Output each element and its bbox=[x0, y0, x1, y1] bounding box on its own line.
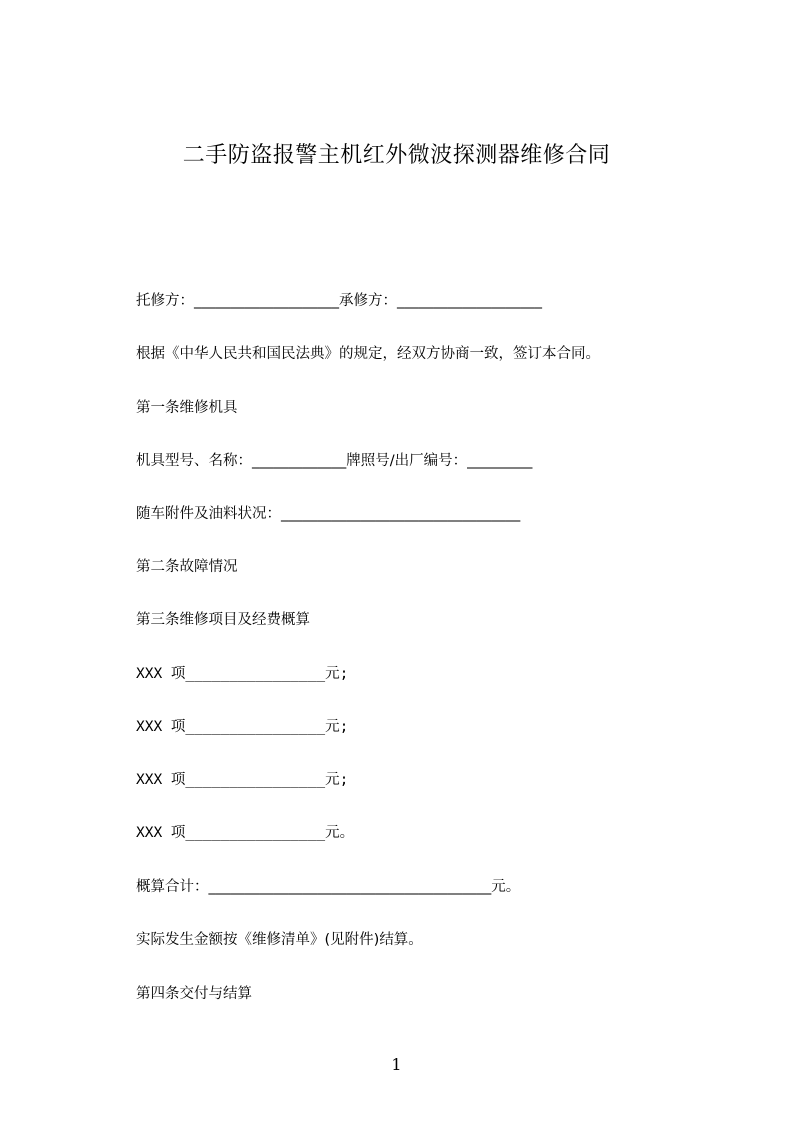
repair-item-4: XXX 项________________元。 bbox=[136, 825, 355, 841]
article-3-heading: 第三条维修项目及经费概算 bbox=[136, 612, 310, 628]
parties-line: 托修方：____________________承修方：____________________ bbox=[136, 293, 542, 309]
actual-settlement-line: 实际发生金额按《维修清单》(见附件)结算。 bbox=[136, 932, 423, 948]
accessories-line: 随车附件及油料状况：_________________________________ bbox=[136, 506, 521, 522]
document-title: 二手防盗报警主机红外微波探测器维修合同 bbox=[182, 143, 611, 168]
article-2-heading: 第二条故障情况 bbox=[136, 559, 238, 575]
article-1-heading: 第一条维修机具 bbox=[136, 400, 238, 416]
repair-item-2: XXX 项________________元; bbox=[136, 719, 349, 735]
article-4-heading: 第四条交付与结算 bbox=[136, 986, 252, 1002]
estimate-total-line: 概算合计：_______________________________________元。 bbox=[136, 879, 521, 895]
legal-basis-paragraph: 根据《中华人民共和国民法典》的规定，经双方协商一致，签订本合同。 bbox=[136, 346, 600, 362]
repair-item-1: XXX 项________________元; bbox=[136, 666, 349, 682]
machine-info-line: 机具型号、名称：_____________牌照号/出厂编号：_________ bbox=[136, 453, 533, 469]
repair-item-3: XXX 项________________元; bbox=[136, 772, 349, 788]
page-number: 1 bbox=[391, 1055, 402, 1074]
